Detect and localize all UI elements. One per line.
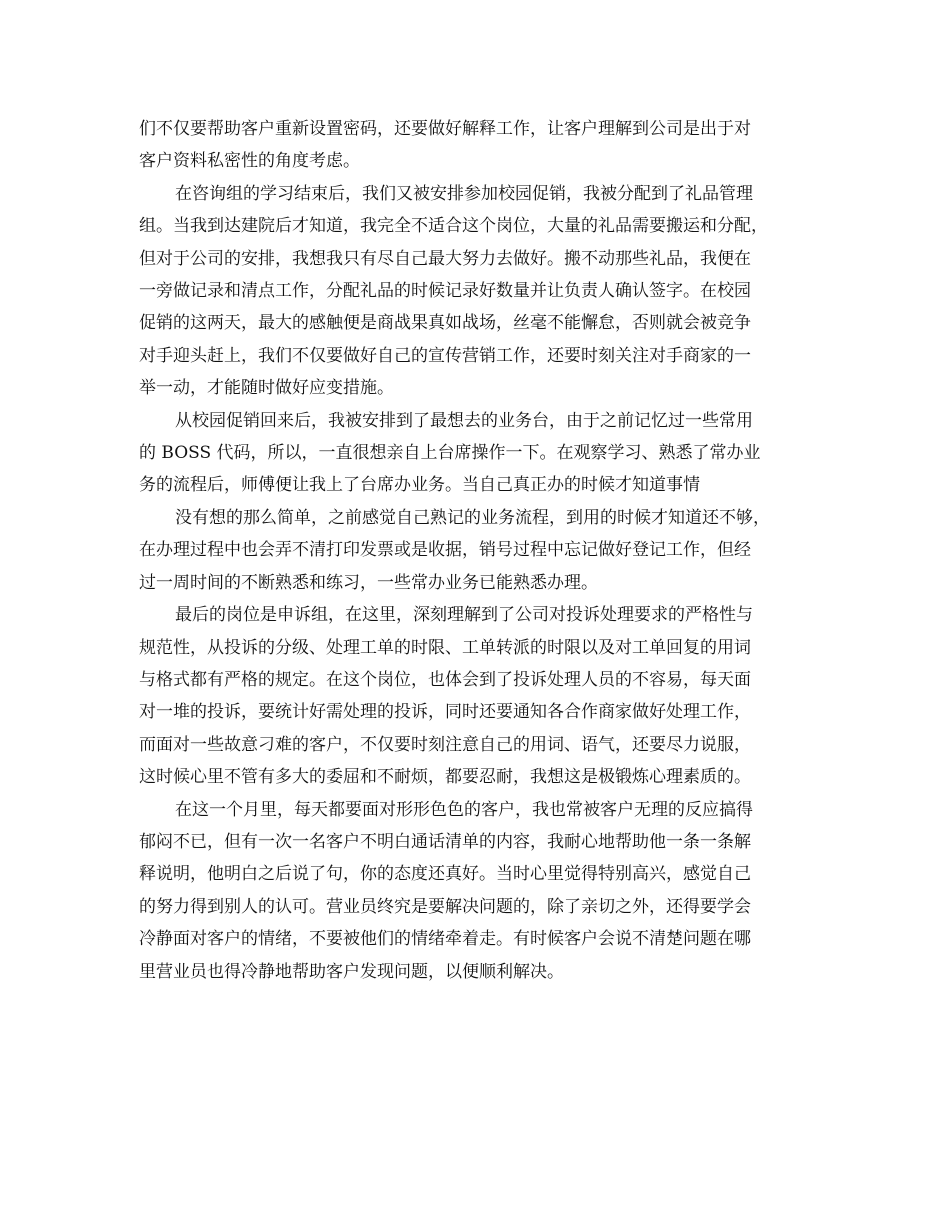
text-line: 这时候心里不管有多大的委屈和不耐烦，都要忍耐，我想这是极锻炼心理素质的。 — [139, 767, 751, 788]
text-line: 的努力得到别人的认可。营业员终究是要解决问题的，除了亲切之外，还得要学会 — [139, 896, 751, 917]
text-line: 最后的岗位是申诉组，在这里，深刻理解到了公司对投诉处理要求的严格性与 — [175, 605, 753, 626]
text-line: 组。当我到达建院后才知道，我完全不适合这个岗位，大量的礼品需要搬运和分配， — [139, 216, 768, 237]
text-line: 们不仅要帮助客户重新设置密码，还要做好解释工作，让客户理解到公司是出于对 — [139, 119, 751, 139]
text-line: 对手迎头赶上，我们不仅要做好自己的宣传营销工作，还要时刻关注对手商家的一 — [139, 345, 751, 366]
paragraph-5 — [139, 599, 819, 793]
text-line: 在办理过程中也会弄不清打印发票或是收据，销号过程中忘记做好登记工作，但经 — [139, 540, 751, 561]
text-line: 举一动，才能随时做好应变措施。 — [139, 378, 394, 399]
text-line: 里营业员也得冷静地帮助客户发现问题，以便顺利解决。 — [139, 961, 564, 982]
text-line: 从校园促销回来后，我被安排到了最想去的业务台，由于之前记忆过一些常用 — [175, 410, 753, 431]
document-body — [139, 113, 819, 988]
paragraph-3 — [139, 405, 819, 502]
text-line: 郁闷不已，但有一次一名客户不明白通话清单的内容，我耐心地帮助他一条一条解 — [139, 831, 751, 852]
paragraph-1 — [139, 113, 819, 178]
text-line: 对一堆的投诉，要统计好需处理的投诉，同时还要通知各合作商家做好处理工作， — [139, 702, 751, 723]
text-line: 在咨询组的学习结束后，我们又被安排参加校园促销，我被分配到了礼品管理 — [175, 183, 753, 204]
paragraph-2 — [139, 178, 819, 405]
text-line: 而面对一些故意刁难的客户，不仅要时刻注意自己的用词、语气，还要尽力说服， — [139, 734, 751, 755]
text-line: 务的流程后，师傅便让我上了台席办业务。当自己真正办的时候才知道事情 — [139, 475, 700, 496]
text-line: 没有想的那么简单，之前感觉自己熟记的业务流程，到用的时候才知道还不够， — [175, 507, 770, 528]
text-line: 规范性，从投诉的分级、处理工单的时限、工单转派的时限以及对工单回复的用词 — [139, 637, 751, 658]
text-line: 促销的这两天，最大的感触便是商战果真如战场，丝毫不能懈怠，否则就会被竞争 — [139, 313, 751, 334]
text-line: 与格式都有严格的规定。在这个岗位，也体会到了投诉处理人员的不容易，每天面 — [139, 669, 751, 690]
paragraph-4 — [139, 502, 819, 599]
text-line: 的 BOSS 代码，所以，一直很想亲自上台席操作一下。在观察学习、熟悉了常办业 — [139, 443, 761, 464]
text-line: 释说明，他明白之后说了句，你的态度还真好。当时心里觉得特别高兴，感觉自己 — [139, 864, 751, 885]
text-line: 但对于公司的安排，我想我只有尽自己最大努力去做好。搬不动那些礼品，我便在 — [139, 248, 751, 269]
text-line: 客户资料私密性的角度考虑。 — [139, 151, 360, 172]
text-line: 在这一个月里，每天都要面对形形色色的客户，我也常被客户无理的反应搞得 — [175, 799, 753, 820]
paragraph-6 — [139, 794, 819, 988]
text-line: 过一周时间的不断熟悉和练习，一些常办业务已能熟悉办理。 — [139, 572, 598, 593]
text-line: 冷静面对客户的情绪，不要被他们的情绪牵着走。有时候客户会说不清楚问题在哪 — [139, 929, 751, 950]
text-line: 一旁做记录和清点工作，分配礼品的时候记录好数量并让负责人确认签字。在校园 — [139, 281, 751, 302]
